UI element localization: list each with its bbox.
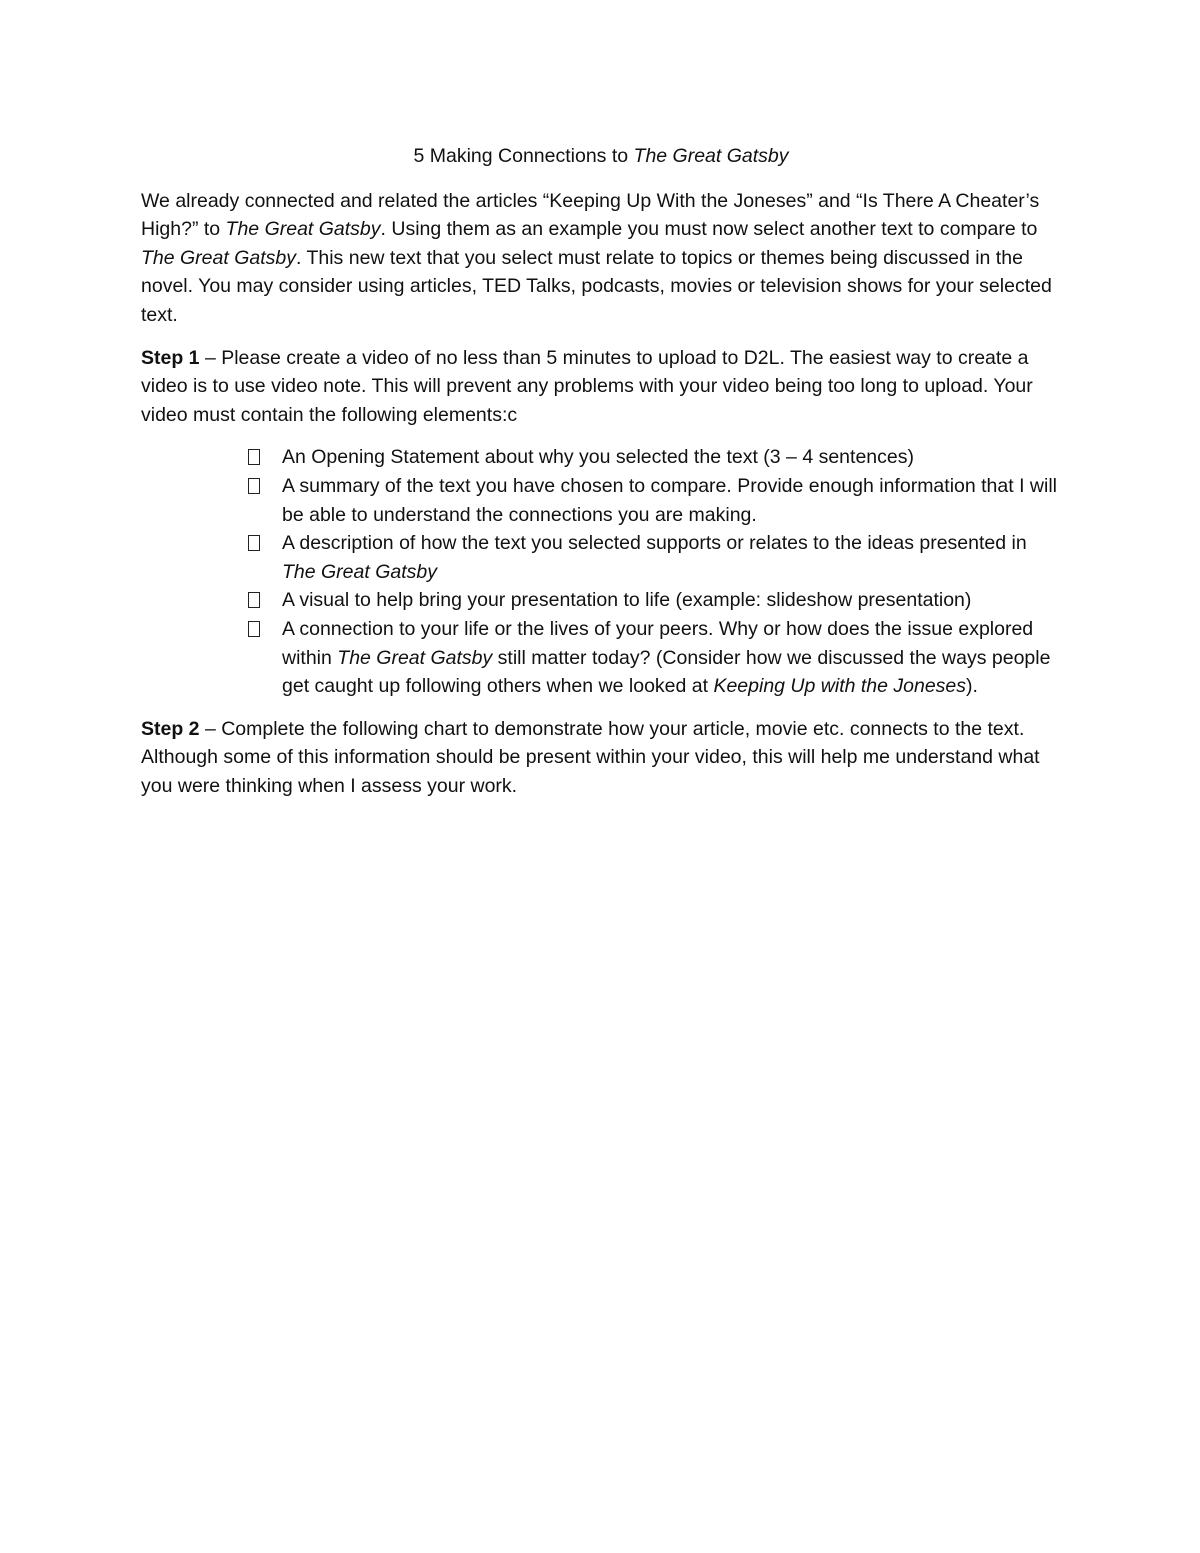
bullet-2-text: A summary of the text you have chosen to compare. Provide enough information that I will be able to understand the connections you are making. <box>282 474 1057 526</box>
intro-book2: The Great Gatsby <box>141 246 296 269</box>
list-item-text <box>282 472 1061 529</box>
step2-label: Step 2 <box>141 717 200 740</box>
bullet-5-text-after: ). <box>966 675 978 698</box>
checkbox-bullet-icon <box>248 535 260 551</box>
list-item-text <box>282 443 1061 472</box>
list-item <box>282 586 1061 615</box>
step1-paragraph <box>141 344 1061 430</box>
list-item-text <box>282 586 1061 615</box>
document-content <box>141 142 1061 814</box>
title-book: The Great Gatsby <box>633 145 789 167</box>
list-item <box>282 615 1061 701</box>
bullet-3-book: The Great Gatsby <box>282 560 437 583</box>
list-item-text <box>282 529 1061 586</box>
intro-book1: The Great Gatsby <box>225 218 381 241</box>
bullet-5-text-middle: still matter today? (Consider how we discussed the ways people get caught up following others when we looked at <box>282 646 1051 698</box>
title-prefix: 5 Making Connections to <box>413 145 634 167</box>
list-item-text <box>282 615 1061 701</box>
elements-list <box>141 443 1061 700</box>
bullet-5-article: Keeping Up with the Joneses <box>713 675 967 698</box>
intro-part3: . This new text that you select must relate to topics or themes being discussed in the novel. You may consider using articles, TED Talks, podcasts, movies or television shows for your selected text. <box>141 246 1052 326</box>
checkbox-bullet-icon <box>248 621 260 637</box>
intro-part2: . Using them as an example you must now select another text to compare to <box>380 218 1038 241</box>
step1-text: – Please create a video of no less than 5 minutes to upload to D2L. The easiest way to create a video is to use video note. This will prevent any problems with your video being too long to upload. Your video must contain the following elements:c <box>141 346 1033 426</box>
bullet-4-text: A visual to help bring your presentation to life (example: slideshow presentation) <box>282 589 972 612</box>
list-item <box>282 529 1061 586</box>
checkbox-bullet-icon <box>248 449 260 465</box>
page-title <box>141 142 1061 171</box>
list-item <box>282 443 1061 472</box>
bullet-5-book: The Great Gatsby <box>337 646 493 669</box>
checkbox-bullet-icon <box>248 592 260 608</box>
list-item <box>282 472 1061 529</box>
bullet-1-text: An Opening Statement about why you selected the text (3 – 4 sentences) <box>282 446 914 469</box>
step1-label: Step 1 <box>141 346 200 369</box>
bullet-3-text: A description of how the text you selected supports or relates to the ideas presented in <box>282 532 1027 555</box>
checkbox-bullet-icon <box>248 478 260 494</box>
step2-paragraph <box>141 715 1061 801</box>
intro-part1: We already connected and related the articles “Keeping Up With the Joneses” and “Is There A Cheater’s High?” to <box>141 189 1040 241</box>
bullet-5-text-before: A connection to your life or the lives of your peers. Why or how does the issue explored within <box>282 617 1034 669</box>
step2-text: – Complete the following chart to demonstrate how your article, movie etc. connects to the text. Although some of this information should be present within your video, this will help me understand what you were thinking when I assess your work. <box>141 717 1040 797</box>
intro-paragraph <box>141 187 1061 330</box>
